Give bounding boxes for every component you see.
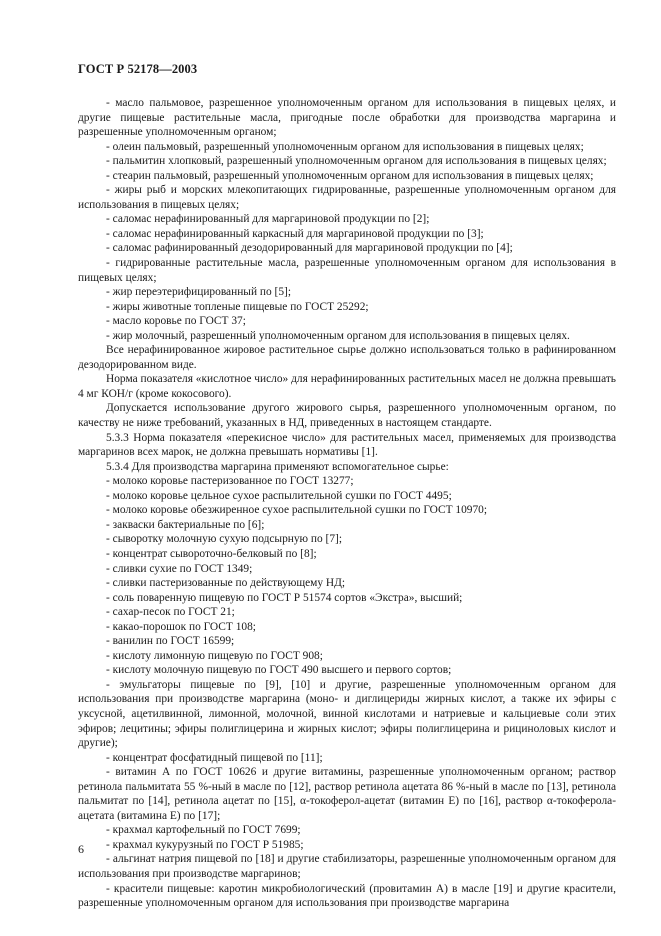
paragraph: - соль поваренную пищевую по ГОСТ Р 51574 сортов «Экстра», высший; bbox=[106, 591, 463, 604]
paragraph: - саломас нерафинированный каркасный для маргариновой продукции по [3]; bbox=[106, 227, 484, 240]
paragraph: - стеарин пальмовый, разрешенный уполномоченным органом для использования в пищевых целях; bbox=[106, 169, 594, 182]
paragraph: - жиры животные топленые пищевые по ГОСТ 25292; bbox=[106, 300, 369, 313]
paragraph: - крахмал картофельный по ГОСТ 7699; bbox=[106, 824, 301, 837]
paragraph: - масло коровье по ГОСТ 37; bbox=[106, 315, 246, 328]
paragraph: - какао-порошок по ГОСТ 108; bbox=[106, 620, 256, 633]
paragraph: - молоко коровье пастеризованное по ГОСТ 13277; bbox=[106, 475, 354, 488]
paragraph: - ванилин по ГОСТ 16599; bbox=[106, 635, 235, 648]
paragraph: - витамин А по ГОСТ 10626 и другие витамины, разрешенные уполномоченным органом; раствор ретинола пальмитата 55 %-ный в масле по [12], раствор ретинола ацетата 86 %-ный в масле по [13], ретинола пальмитат по [14], ретинола ацетат по [15], α-токоферол-ацетат (витамин Е) по [16], раствор α-токоферола-ацетата (витамина Е) по [17]; bbox=[78, 766, 616, 822]
paragraph: - кислоту молочную пищевую по ГОСТ 490 высшего и первого сортов; bbox=[106, 664, 452, 677]
document-body bbox=[78, 96, 616, 911]
paragraph: - сахар-песок по ГОСТ 21; bbox=[106, 606, 235, 619]
paragraph: Допускается использование другого жирового сырья, разрешенного уполномоченным органом, по качеству не ниже требований, указанных в НД, приведенных в настоящем стандарте. bbox=[78, 402, 616, 430]
paragraph: - молоко коровье обезжиренное сухое распылительной сушки по ГОСТ 10970; bbox=[106, 504, 488, 517]
paragraph: - кислоту лимонную пищевую по ГОСТ 908; bbox=[106, 649, 323, 662]
paragraph: - концентрат сывороточно-белковый по [8]; bbox=[106, 547, 317, 560]
paragraph: - крахмал кукурузный по ГОСТ Р 51985; bbox=[106, 838, 304, 851]
paragraph: - красители пищевые: каротин микробиологический (провитамин А) в масле [19] и другие красители, разрешенные уполномоченным органом для использования при производстве маргарина bbox=[78, 882, 616, 910]
page-number: 6 bbox=[78, 842, 84, 856]
paragraph: - жир молочный, разрешенный уполномоченным органом для использования в пищевых целях. bbox=[106, 329, 570, 342]
paragraph: - олеин пальмовый, разрешенный уполномоченным органом для использования в пищевых целях; bbox=[106, 140, 584, 153]
page-header-title: ГОСТ Р 52178—2003 bbox=[78, 62, 198, 76]
paragraph: Все нерафинированное жировое растительное сырье должно использоваться только в рафинированном дезодорированном виде. bbox=[78, 344, 616, 371]
paragraph: 5.3.3 Норма показателя «перекисное число» для растительных масел, применяемых для производства маргаринов всех марок, не должна превышать нормативы [1]. bbox=[78, 431, 616, 459]
paragraph: - жиры рыб и морских млекопитающих гидрированные, разрешенные уполномоченным органом для использования в пищевых целях; bbox=[78, 184, 616, 211]
paragraph: - масло пальмовое, разрешенное уполномоченным органом для использования в пищевых целях, и другие пищевые растительные масла, пригодные после обработки для производства маргарина и разрешенные уполномоченным органом; bbox=[78, 97, 616, 139]
paragraph: - гидрированные растительные масла, разрешенные уполномоченным органом для использования в пищевых целях; bbox=[78, 257, 616, 284]
paragraph: 5.3.4 Для производства маргарина применяют вспомогательное сырье: bbox=[106, 460, 449, 473]
paragraph: - пальмитин хлопковый, разрешенный уполномоченным органом для использования в пищевых целях; bbox=[106, 155, 607, 168]
paragraph: - закваски бактериальные по [6]; bbox=[106, 518, 265, 531]
paragraph: - жир переэтерифицированный по [5]; bbox=[106, 286, 291, 299]
paragraph: - альгинат натрия пищевой по [18] и другие стабилизаторы, разрешенные уполномоченным органом для использования при производстве маргаринов; bbox=[78, 853, 616, 880]
paragraph: - сливки пастеризованные по действующему НД; bbox=[106, 577, 346, 590]
paragraph: Норма показателя «кислотное число» для нерафинированных растительных масел не должна превышать 4 мг КОН/г (кроме кокосового). bbox=[78, 373, 616, 400]
paragraph: - эмульгаторы пищевые по [9], [10] и другие, разрешенные уполномоченным органом для использования при производстве маргарина (моно- и диглицериды жирных кислот, а также их эфиры с уксусной, ацетилвинной, лимонной, молочной, винной кислотами и натриевые и кальциевые соли этих эфиров; лецитины; эфиры полиглицерина и жирных кислот; эфиры полиглицерина и рициноловых кислот и другие); bbox=[78, 678, 616, 750]
paragraph: - сливки сухие по ГОСТ 1349; bbox=[106, 562, 253, 575]
paragraph: - концентрат фосфатидный пищевой по [11]; bbox=[106, 751, 323, 764]
paragraph: - саломас нерафинированный для маргариновой продукции по [2]; bbox=[106, 213, 430, 226]
paragraph: - молоко коровье цельное сухое распылительной сушки по ГОСТ 4495; bbox=[106, 489, 452, 502]
paragraph: - сыворотку молочную сухую подсырную по [7]; bbox=[106, 533, 343, 546]
paragraph: - саломас рафинированный дезодорированный для маргариновой продукции по [4]; bbox=[106, 242, 513, 255]
